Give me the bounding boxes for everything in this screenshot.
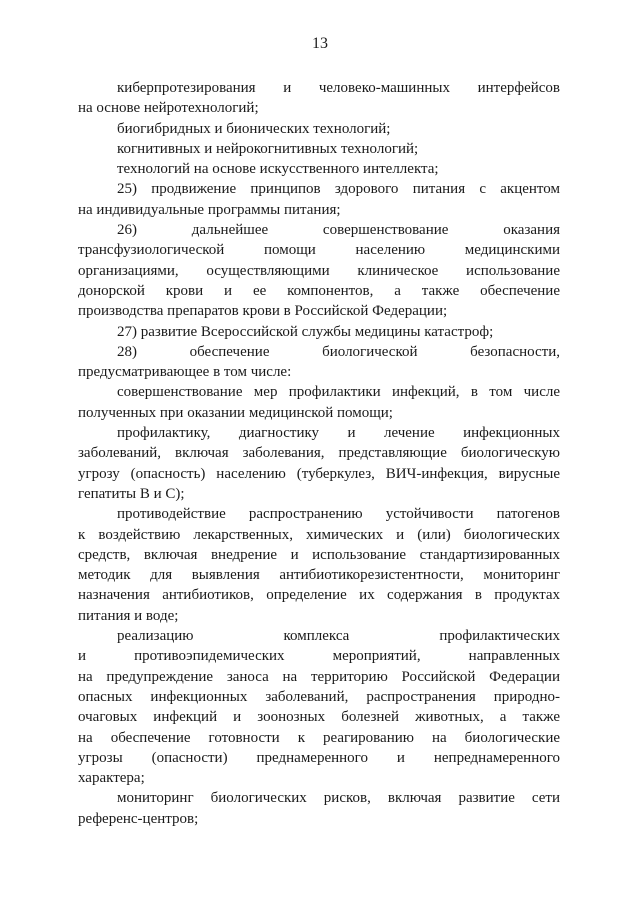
text-line: гепатиты В и С); bbox=[78, 485, 185, 502]
text-line: заболеваний, включая заболевания, представляющие биологическую bbox=[78, 445, 560, 462]
text-line: 28) обеспечение биологической безопасности, bbox=[117, 343, 560, 360]
text-line: 25) продвижение принципов здорового питания с акцентом bbox=[117, 181, 560, 198]
text-line: организациями, осуществляющими клиническое использование bbox=[78, 262, 560, 279]
text-line: характера; bbox=[78, 770, 145, 787]
text-line: на обеспечение готовности к реагированию на биологические bbox=[78, 729, 560, 746]
text-line: предусматривающее в том числе: bbox=[78, 364, 292, 381]
text-line: на предупреждение заноса на территорию Российской Федерации bbox=[78, 668, 560, 685]
text-line: совершенствование мер профилактики инфекций, в том числе bbox=[117, 384, 560, 401]
text-line: донорской крови и ее компонентов, а также обеспечение bbox=[78, 282, 560, 299]
text-line: на индивидуальные программы питания; bbox=[78, 201, 341, 218]
text-line: на основе нейротехнологий; bbox=[78, 100, 259, 117]
text-line: референс-центров; bbox=[78, 810, 199, 827]
text-line: угрозы (опасности) преднамеренного и непреднамеренного bbox=[78, 749, 560, 766]
text-line: к воздействию лекарственных, химических и (или) биологических bbox=[78, 526, 560, 543]
text-line: угрозу (опасность) населению (туберкулез, ВИЧ-инфекция, вирусные bbox=[78, 465, 560, 482]
text-line: киберпротезирования и человеко-машинных интерфейсов bbox=[117, 80, 560, 96]
text-line: питания и воде; bbox=[78, 607, 179, 624]
text-line: назначения антибиотиков, определение их содержания в продуктах bbox=[78, 587, 560, 604]
text-line: методик для выявления антибиотикорезистентности, мониторинг bbox=[78, 567, 560, 584]
page-number: 13 bbox=[312, 35, 328, 52]
text-line: полученных при оказании медицинской помощи; bbox=[78, 404, 393, 421]
text-line: биогибридных и бионических технологий; bbox=[117, 120, 391, 137]
text-line: когнитивных и нейрокогнитивных технологий; bbox=[117, 140, 419, 157]
text-line: 26) дальнейшее совершенствование оказания bbox=[117, 222, 560, 239]
text-line: и противоэпидемических мероприятий, направленных bbox=[78, 648, 560, 665]
document-body bbox=[78, 78, 560, 829]
text-line: профилактику, диагностику и лечение инфекционных bbox=[117, 425, 560, 442]
text-line: противодействие распространению устойчивости патогенов bbox=[117, 506, 560, 523]
text-line: мониторинг биологических рисков, включая развитие сети bbox=[117, 790, 560, 807]
text-line: опасных инфекционных заболеваний, распространения природно- bbox=[78, 688, 560, 705]
text-line: 27) развитие Всероссийской службы медицины катастроф; bbox=[117, 323, 494, 340]
text-line: реализацию комплекса профилактических bbox=[117, 628, 560, 645]
text-line: очаговых инфекций и зоонозных болезней животных, а также bbox=[78, 709, 560, 726]
text-line: технологий на основе искусственного интеллекта; bbox=[117, 161, 439, 178]
text-line: трансфузиологической помощи населению медицинскими bbox=[78, 242, 560, 259]
text-line: производства препаратов крови в Российской Федерации; bbox=[78, 303, 448, 320]
text-line: средств, включая внедрение и использование стандартизированных bbox=[78, 546, 560, 563]
